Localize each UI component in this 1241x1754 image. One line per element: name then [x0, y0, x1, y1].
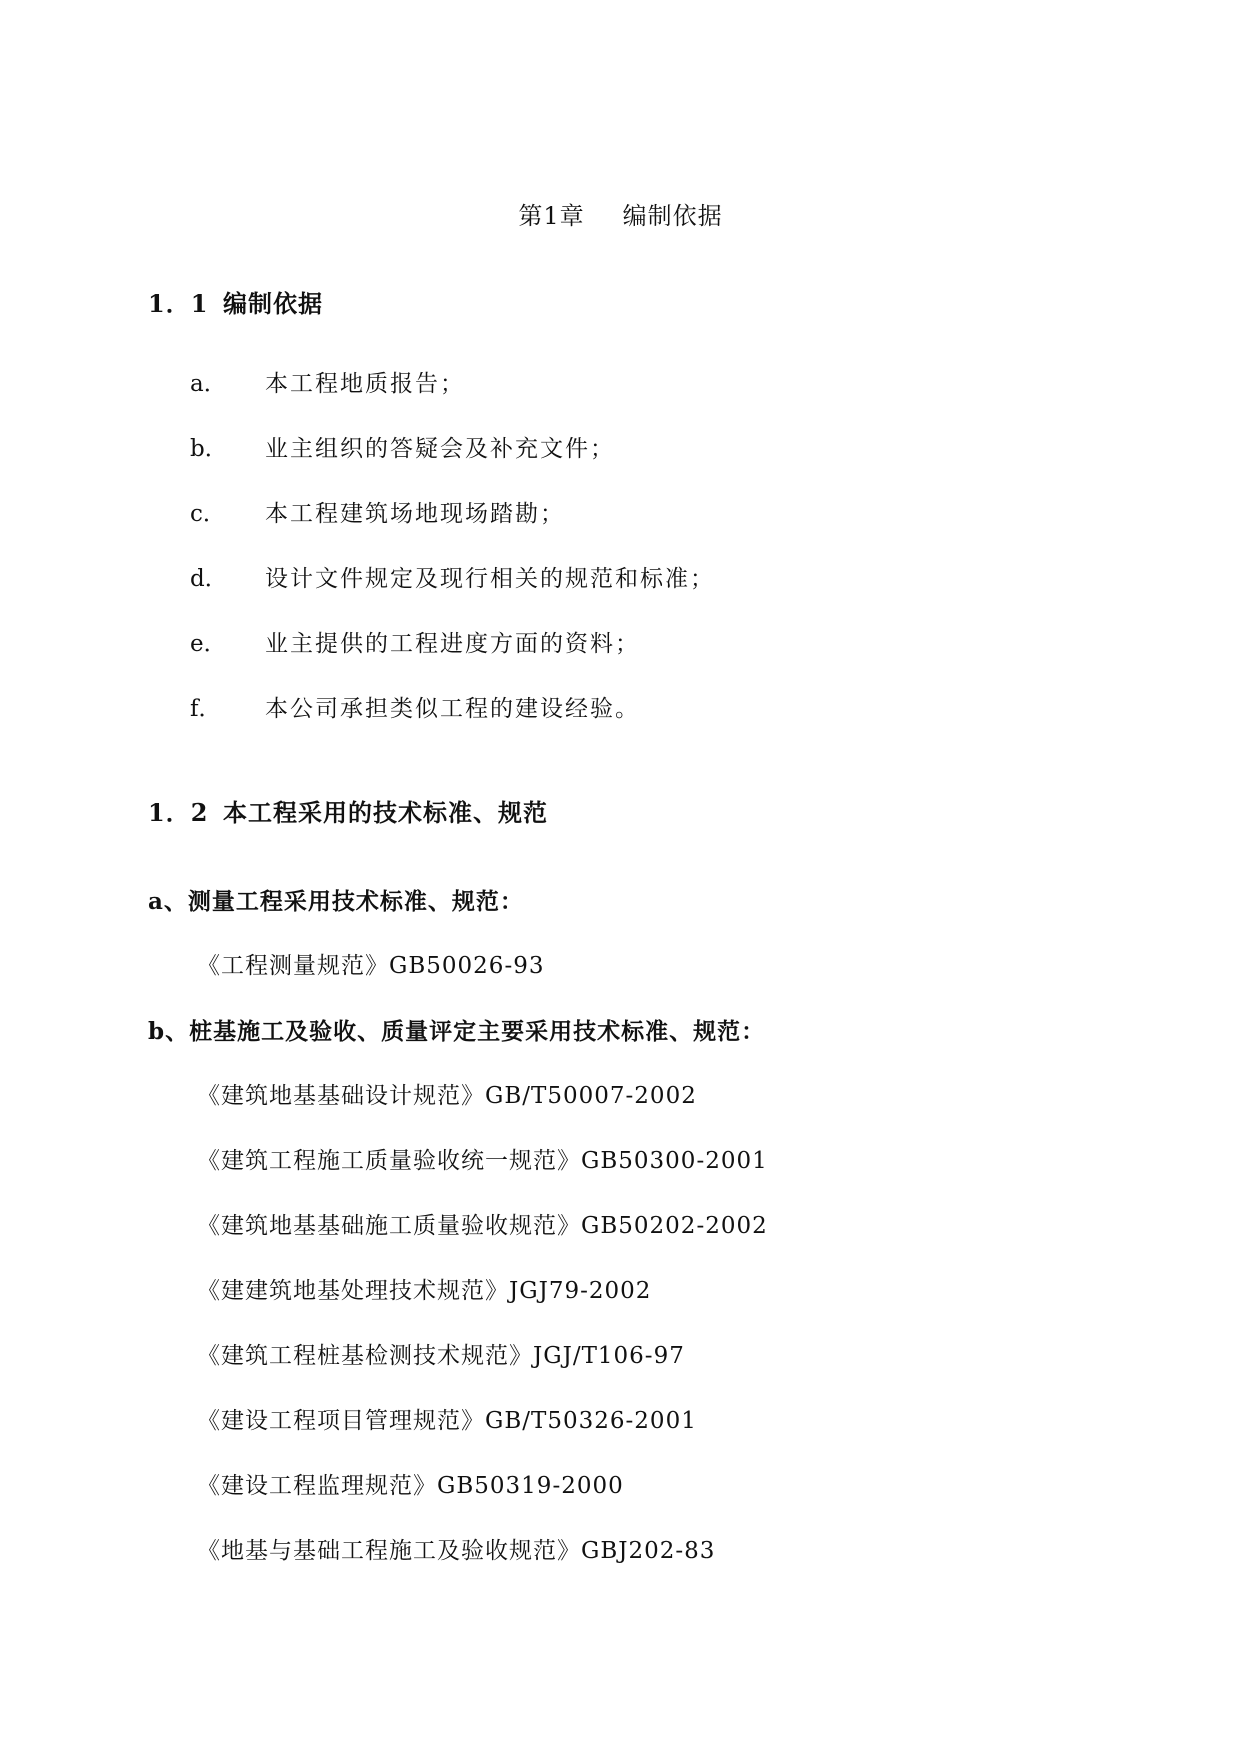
basis-item [190, 560, 715, 593]
section-title: 本工程采用的技术标准、规范 [223, 798, 548, 827]
basis-item-letter: d． [190, 566, 228, 592]
basis-item-letter: e． [190, 631, 227, 657]
standards-group-heading-b: b、桩基施工及验收、质量评定主要采用技术标准、规范： [148, 1018, 766, 1045]
section-heading-1-1 [148, 284, 323, 319]
standard-item: 《建筑地基基础施工质量验收规范》GB50202-2002 [197, 1213, 768, 1239]
standard-item: 《地基与基础工程施工及验收规范》GBJ202-83 [197, 1538, 716, 1564]
basis-item [190, 365, 465, 398]
chapter-title-text: 编制依据 [622, 202, 723, 230]
standard-item: 《建设工程项目管理规范》GB/T50326-2001 [197, 1408, 697, 1434]
basis-item-text: 业主提供的工程进度方面的资料； [265, 631, 640, 657]
basis-item-letter: f． [190, 696, 222, 722]
section-number: 1．2 [148, 798, 209, 827]
basis-item-letter: c． [190, 501, 226, 527]
basis-item-text: 设计文件规定及现行相关的规范和标准； [265, 566, 715, 592]
basis-item-text: 业主组织的答疑会及补充文件； [265, 436, 615, 462]
basis-item-text: 本工程建筑场地现场踏勘； [265, 501, 565, 527]
section-title: 编制依据 [223, 289, 323, 318]
chapter-number: 第1章 [518, 202, 585, 230]
section-heading-1-2 [148, 793, 548, 828]
standard-item: 《建设工程监理规范》GB50319-2000 [197, 1473, 624, 1499]
basis-item-letter: a． [190, 371, 227, 397]
section-number: 1．1 [148, 289, 209, 318]
basis-item-text: 本公司承担类似工程的建设经验。 [265, 696, 640, 722]
basis-item [190, 430, 615, 463]
standard-item: 《建筑工程桩基检测技术规范》JGJ/T106-97 [197, 1343, 685, 1369]
basis-item [190, 495, 565, 528]
standard-item: 《建建筑地基处理技术规范》JGJ79-2002 [197, 1278, 652, 1304]
basis-item [190, 625, 640, 658]
standard-item: 《建筑工程施工质量验收统一规范》GB50300-2001 [197, 1148, 768, 1174]
standards-group-heading-a: a、测量工程采用技术标准、规范： [148, 888, 524, 915]
basis-item [190, 690, 640, 723]
chapter-title [0, 196, 1241, 231]
standard-item: 《工程测量规范》GB50026-93 [197, 953, 545, 979]
basis-item-letter: b． [190, 436, 228, 462]
standard-item: 《建筑地基基础设计规范》GB/T50007-2002 [197, 1083, 697, 1109]
basis-item-text: 本工程地质报告； [265, 371, 465, 397]
